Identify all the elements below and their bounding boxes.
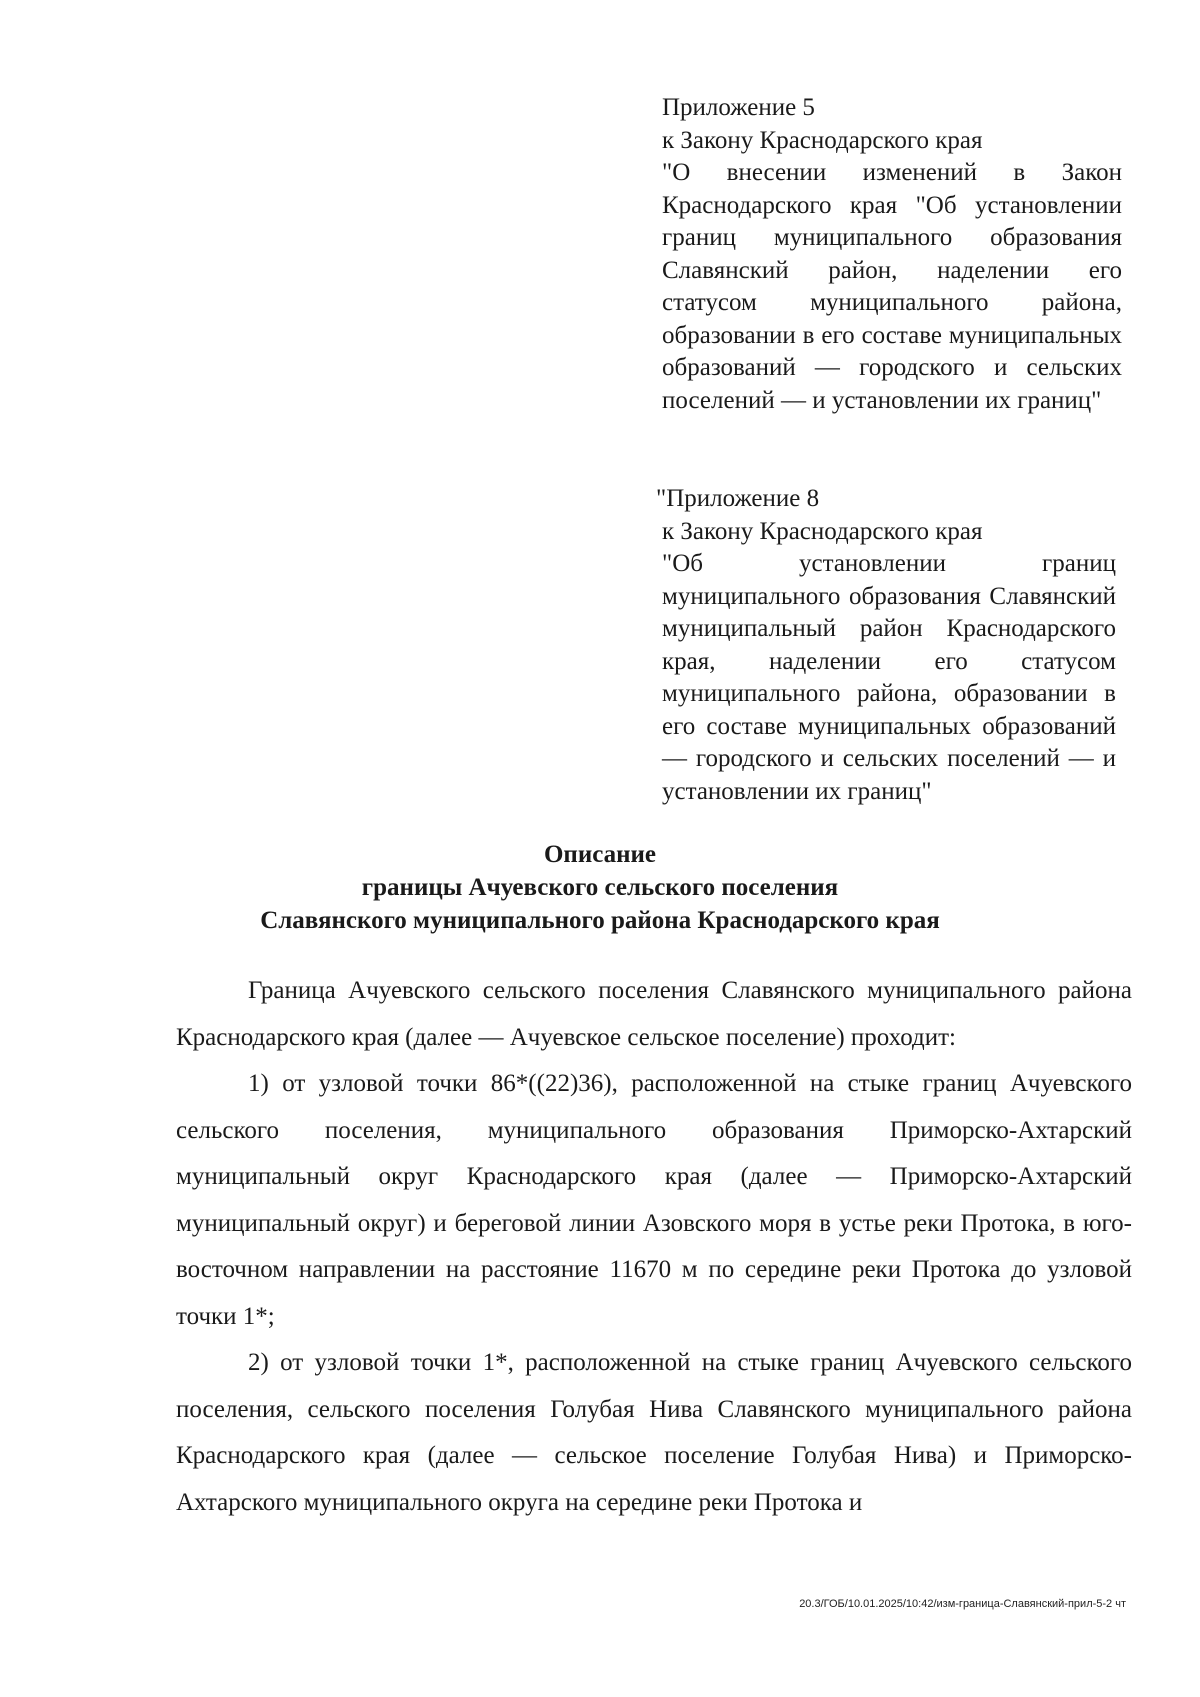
annex-current-title: Приложение 5 bbox=[662, 94, 815, 121]
annex-new-text: "Об установлении границ муниципального образования Славянский муниципальный район Краснодарского края, наделении его статусом муниципального района, образовании в его составе муниципальных образований — городского и сельских поселений — и установлении их границ" bbox=[662, 550, 1116, 805]
paragraph-intro: Граница Ачуевского сельского поселения Славянского муниципального района Краснодарского края (далее — Ачуевское сельское поселение) проходит: bbox=[176, 977, 1132, 1051]
heading-line-2: границы Ачуевского сельского поселения bbox=[361, 874, 839, 901]
footer-file-reference: 20.3/ГОБ/10.01.2025/10:42/изм-граница-Славянский-прил-5-2 чт bbox=[799, 1598, 1126, 1610]
document-body bbox=[176, 968, 1132, 1526]
annex-new-subtitle: к Закону Краснодарского края bbox=[662, 517, 983, 545]
annex-current-text: "О внесении изменений в Закон Краснодарского края "Об установлении границ муниципального образования Славянский район, наделении его статусом муниципального района, образовании в его составе муниципальных образований — городского и сельских поселений — и установлении их границ" bbox=[662, 159, 1122, 414]
paragraph-item-2: 2) от узловой точки 1*, расположенной на стыке границ Ачуевского сельского поселения, сельского поселения Голубая Нива Славянского муниципального района Краснодарского края (далее — сельское поселение Голубая Нива) и Приморско-Ахтарского муниципального округа на середине реки Протока и bbox=[176, 1349, 1132, 1516]
document-heading bbox=[140, 838, 1060, 937]
heading-line-1: Описание bbox=[543, 841, 657, 868]
annex-new-title: "Приложение 8 bbox=[656, 485, 820, 512]
paragraph-item-1: 1) от узловой точки 86*((22)36), расположенной на стыке границ Ачуевского сельского поселения, муниципального образования Приморско-Ахтарский муниципальный округ Краснодарского края (далее — Приморско-Ахтарский муниципальный округ) и береговой линии Азовского моря в устье реки Протока, в юго-восточном направлении на расстояние 11670 м по середине реки Протока до узловой точки 1*; bbox=[176, 1070, 1132, 1330]
annex-current-block bbox=[662, 92, 1122, 417]
heading-line-3: Славянского муниципального района Краснодарского края bbox=[260, 907, 940, 934]
annex-new-block bbox=[656, 483, 1116, 808]
annex-current-subtitle: к Закону Краснодарского края bbox=[662, 126, 983, 154]
